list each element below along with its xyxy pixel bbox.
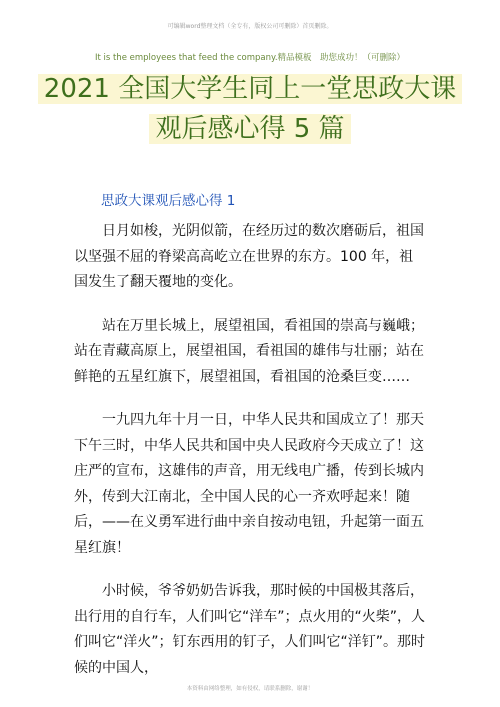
document-title — [0, 72, 500, 146]
paragraph: 一九四九年十月一日，中华人民共和国成立了！那天下午三时，中华人民共和国中央人民政府今天成立了！这庄严的宣布，这雄伟的声音，用无线电广播，传到长城内外，传到大江南北，全中国人民的心一齐欢呼起来！随后，——在义勇军进行曲中亲自按动电钮，升起第一面五星红旗！ — [74, 412, 424, 556]
body-text — [74, 219, 427, 699]
tagline: It is the employees that feed the company.精品模板 助您成功！（可删除） — [94, 53, 406, 63]
footer-note: 本资料由网络整理，如有侵权，请联系删除，谢谢！ — [186, 686, 314, 692]
title-line-2: 观后感心得 5 篇 — [149, 114, 350, 144]
title-line-1: 2021 全国大学生同上一堂思政大课 — [38, 74, 462, 104]
paragraph: 小时候，爷爷奶奶告诉我，那时候的中国极其落后，出行用的自行车，人们叫它“洋车”；点火用的“火柴”，人们叫它“洋火”；钉东西用的钉子，人们叫它“洋钉”。那时候的中国人， — [74, 583, 426, 676]
header-note: 可编辑word整理文档（全专有，版权公司可删除）首页删除。 — [167, 23, 333, 30]
section-heading: 思政大课观后感心得 1 — [101, 193, 236, 209]
paragraph: 站在万里长城上，展望祖国，看祖国的崇高与巍峨；站在青藏高原上，展望祖国，看祖国的雄伟与壮丽；站在鲜艳的五星红旗下，展望祖国，看祖国的沧桑巨变…… — [74, 317, 424, 385]
paragraph: 日月如梭，光阴似箭，在经历过的数次磨砺后，祖国以坚强不屈的脊梁高高屹立在世界的东方。100 年，祖国发生了翻天覆地的变化。 — [74, 223, 424, 290]
